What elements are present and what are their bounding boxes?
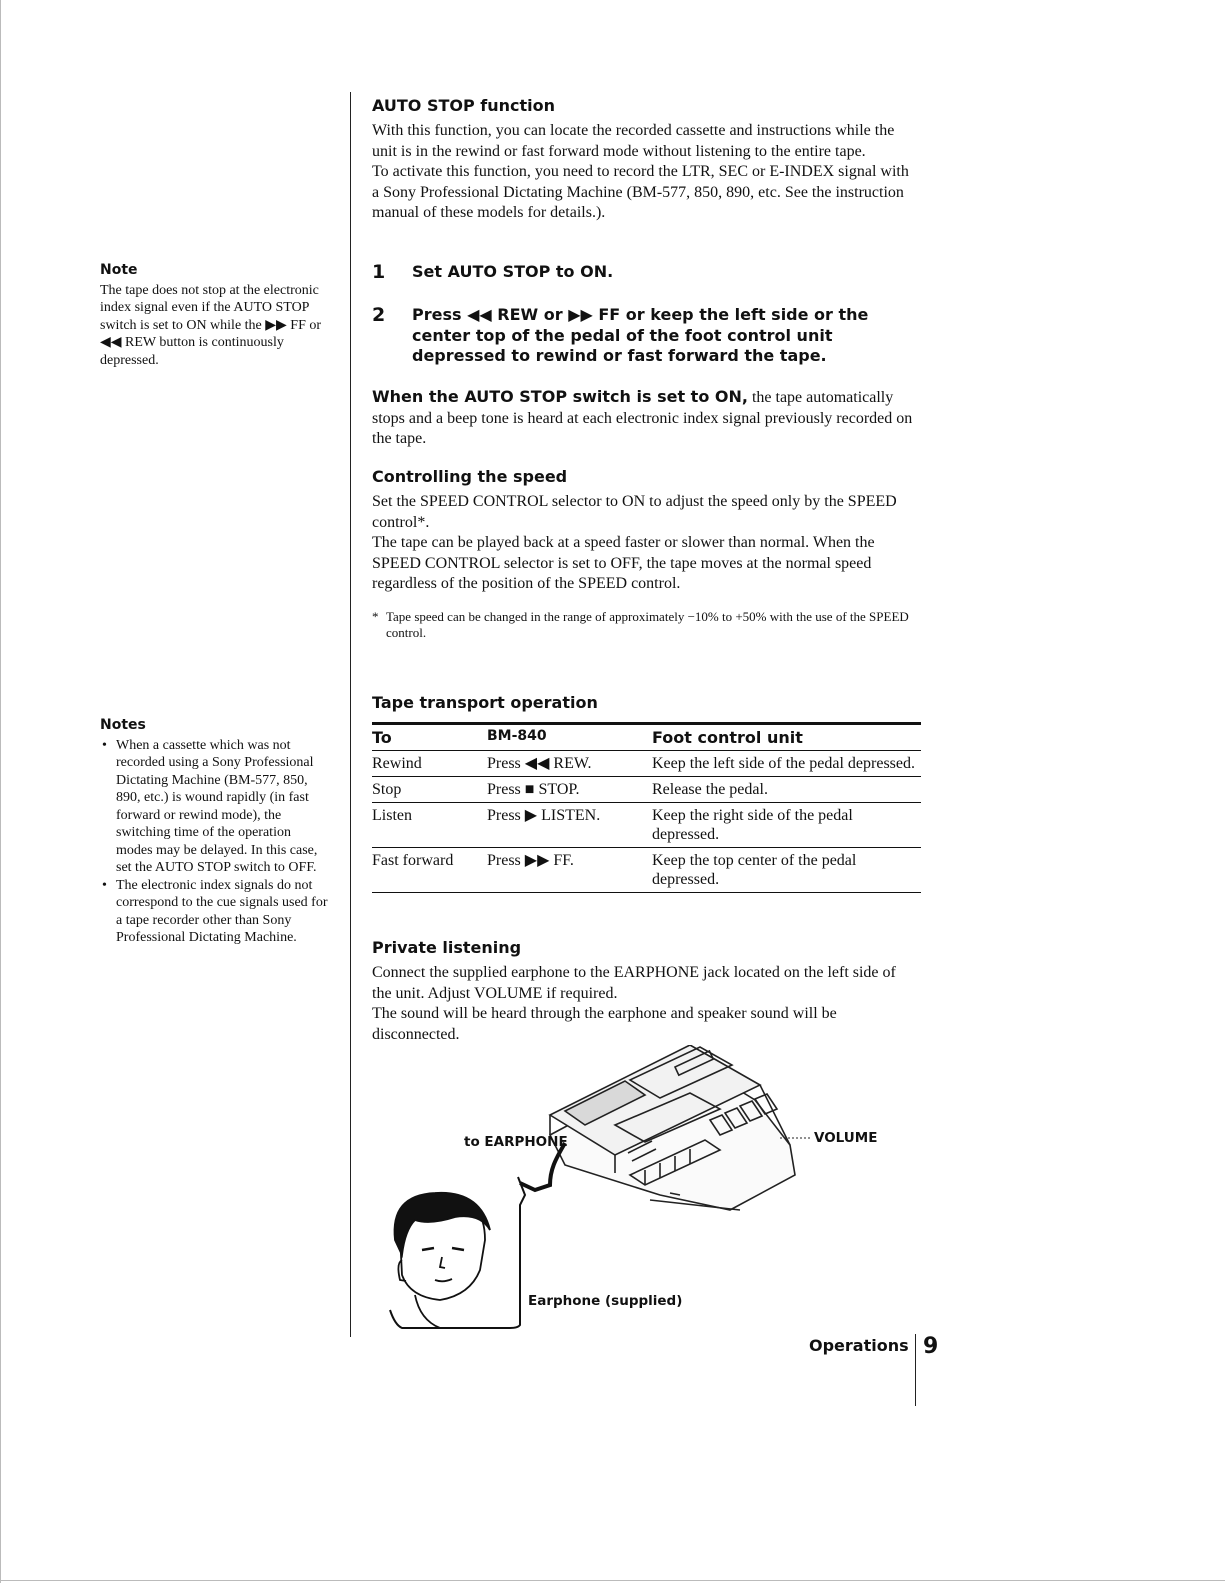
notes-item: • The electronic index signals do not correspond to the cue signals used for a tape recorder other than Sony Professional Dictating Machine.: [116, 877, 330, 947]
auto-stop-result: [372, 387, 917, 450]
auto-stop-para: To activate this function, you need to record the LTR, SEC or E-INDEX signal with a Sony Professional Dictating Machine (BM-577, 850, 890, etc. See the instruction manual of these models for details.).: [372, 163, 909, 221]
notes-item: • When a cassette which was not recorded using a Sony Professional Dictating Machine (BM-577, 850, 890, etc.) is wound rapidly (in fast forward or rewind mode), the switching time of the operation modes may be delayed. In this case, set the AUTO STOP switch to OFF.: [116, 737, 330, 877]
step-2: [372, 305, 917, 367]
label-volume: VOLUME: [814, 1130, 878, 1146]
sidebar-notes: [100, 717, 330, 947]
column-header-bm840: BM-840: [487, 728, 547, 744]
result-text: the tape automatically stops and a beep tone is heard at each electronic index signal previously recorded on the tape.: [372, 389, 913, 447]
transport-heading: Tape transport operation: [372, 693, 598, 712]
sidebar-note: [100, 262, 330, 369]
scan-edge-bottom: [0, 1580, 1225, 1581]
speed-section: [372, 467, 917, 641]
footnote-mark: *: [372, 608, 379, 624]
notes-title: Notes: [100, 717, 146, 733]
auto-stop-para: With this function, you can locate the recorded cassette and instructions while the unit is in the rewind or fast forward mode without listening to the entire tape.: [372, 122, 895, 160]
note-text: The tape does not stop at the electronic index signal even if the AUTO STOP switch is set to ON while the ▶▶ FF or ◀◀ REW button is continuously depressed.: [100, 282, 322, 368]
transport-table: [372, 722, 921, 893]
section-name: Operations: [809, 1336, 909, 1355]
table-header-row: [372, 724, 921, 751]
footnote-text: Tape speed can be changed in the range of approximately −10% to +50% with the use of the SPEED control.: [386, 608, 909, 640]
step-number: 1: [372, 261, 386, 283]
note-title: Note: [100, 262, 138, 278]
cell-operation: Stop: [372, 781, 402, 798]
page-footer: [809, 1334, 939, 1359]
step-text: Press ◀◀ REW or ▶▶ FF or keep the left side or the center top of the pedal of the foot control unit depressed to rewind or fast forward the tape.: [412, 305, 869, 365]
scan-edge-left: [0, 0, 1, 1583]
private-para: Connect the supplied earphone to the EARPHONE jack located on the left side of the unit. Adjust VOLUME if required.: [372, 964, 896, 1002]
speed-footnote: [372, 609, 917, 641]
auto-stop-section: [372, 96, 917, 224]
listener-head-drawing: [395, 1193, 491, 1328]
private-listening-section: [372, 938, 917, 1045]
page-number: 9: [923, 1334, 939, 1359]
auto-stop-heading: AUTO STOP function: [372, 96, 556, 115]
result-lead: When the AUTO STOP switch is set to ON,: [372, 387, 748, 406]
column-header-to: To: [372, 728, 392, 747]
cell-bm840: Press ▶ LISTEN.: [487, 807, 601, 824]
cell-foot-control: Keep the left side of the pedal depressed.: [652, 755, 916, 772]
private-para: The sound will be heard through the earphone and speaker sound will be disconnected.: [372, 1005, 837, 1043]
speed-para: Set the SPEED CONTROL selector to ON to adjust the speed only by the SPEED control*.: [372, 493, 897, 531]
table-row: [372, 751, 921, 777]
cell-foot-control: Release the pedal.: [652, 781, 768, 798]
cell-operation: Rewind: [372, 755, 422, 772]
step-text: Set AUTO STOP to ON.: [412, 262, 614, 281]
cell-foot-control: Keep the right side of the pedal depressed.: [652, 807, 853, 843]
speed-heading: Controlling the speed: [372, 467, 568, 486]
column-divider: [350, 92, 351, 1337]
table-row: [372, 777, 921, 803]
notes-list: [100, 737, 330, 947]
cell-operation: Fast forward: [372, 852, 454, 869]
column-header-foot-control: Foot control unit: [652, 728, 803, 747]
table-row: [372, 803, 921, 848]
cell-foot-control: Keep the top center of the pedal depressed.: [652, 852, 857, 888]
earphone-illustration: [360, 1045, 900, 1335]
label-earphone-supplied: Earphone (supplied): [528, 1293, 683, 1309]
private-heading: Private listening: [372, 938, 522, 957]
step-1: [372, 262, 917, 283]
dictating-machine-drawing: [550, 1045, 795, 1210]
cell-bm840: Press ▶▶ FF.: [487, 852, 574, 869]
cell-bm840: Press ■ STOP.: [487, 781, 580, 798]
label-to-earphone: to EARPHONE: [464, 1134, 568, 1150]
speed-para: The tape can be played back at a speed faster or slower than normal. When the SPEED CONTROL selector is set to OFF, the tape moves at the normal speed regardless of the position of the SPEED control.: [372, 534, 875, 592]
table-row: [372, 848, 921, 893]
step-number: 2: [372, 304, 386, 326]
cell-operation: Listen: [372, 807, 412, 824]
footer-divider: [915, 1334, 916, 1406]
transport-section: [372, 693, 921, 893]
cell-bm840: Press ◀◀ REW.: [487, 755, 592, 772]
